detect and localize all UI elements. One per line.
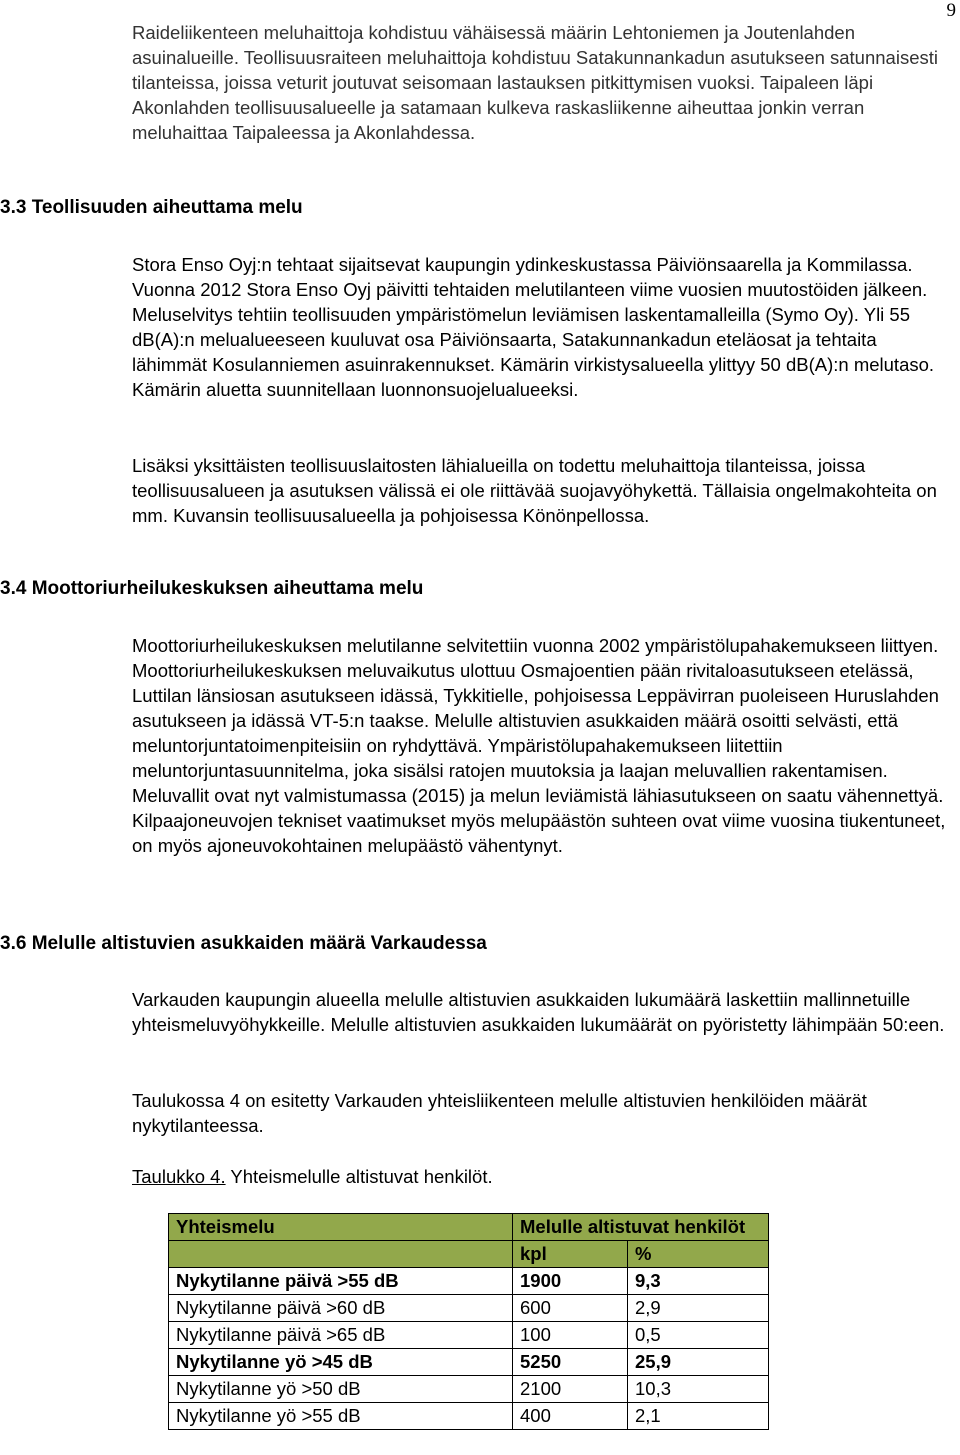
intro-paragraph [132,20,956,145]
row-count-cell: 600 [513,1295,628,1322]
row-label-cell: Nykytilanne päivä >60 dB [169,1295,513,1322]
row-label-cell: Nykytilanne päivä >65 dB [169,1322,513,1349]
row-percent-cell: 0,5 [628,1322,769,1349]
header-yhteismelu: Yhteismelu [169,1214,513,1241]
section-3-6-paragraph-1: Varkauden kaupungin alueella melulle altistuvien asukkaiden lukumäärä laskettiin mallinnetuille yhteismeluvyöhykkeille. Melulle altistuvien asukkaiden lukumäärät on pyöristetty lähimpään 50:een. [132,989,945,1035]
table-header-row [169,1214,769,1241]
row-label-cell: Nykytilanne yö >45 dB [169,1349,513,1376]
row-count-cell: 5250 [513,1349,628,1376]
row-percent-cell: 9,3 [628,1268,769,1295]
intro-text-2: Taipaleen läpi Akonlahden teollisuusalueelle ja satamaan kulkeva raskasliikenne aiheuttaa jonkin verran meluhaittaa Taipaleessa ja Akonlahdessa. [132,72,874,143]
row-percent-cell: 25,9 [628,1349,769,1376]
row-percent-cell: 10,3 [628,1376,769,1403]
table-row [169,1322,769,1349]
row-label-cell: Nykytilanne yö >50 dB [169,1376,513,1403]
exposure-table [168,1213,769,1430]
row-percent-cell: 2,1 [628,1403,769,1430]
table-caption-label: Taulukko 4. [132,1166,226,1187]
table-row [169,1268,769,1295]
row-count-cell: 100 [513,1322,628,1349]
row-count-cell: 2100 [513,1376,628,1403]
table-unit-row [169,1241,769,1268]
header-empty-cell [169,1241,513,1268]
row-label-cell: Nykytilanne päivä >55 dB [169,1268,513,1295]
intro-text-1: Raideliikenteen meluhaittoja kohdistuu vähäisessä määrin Lehtoniemen ja Joutenlahden asuinalueille. Teollisuusraiteen meluhaittoja kohdistuu Satakunnankadun asutukseen satunnaisesti tilanteissa, joissa veturit joutuvat seisomaan lastauksen pitkittymisen vuoksi. [132,22,938,93]
section-3-6-paragraph-2: Taulukossa 4 on esitetty Varkauden yhteisliikenteen melulle altistuvien henkilöiden määrät nykytilanteessa. [132,1090,867,1136]
row-count-cell: 1900 [513,1268,628,1295]
row-percent-cell: 2,9 [628,1295,769,1322]
table-caption-text: Yhteismelulle altistuvat henkilöt. [225,1166,493,1187]
table-body [169,1268,769,1430]
table-row [169,1403,769,1430]
section-heading-3-3: 3.3 Teollisuuden aiheuttama melu [0,197,303,218]
header-exposed-persons: Melulle altistuvat henkilöt [513,1214,769,1241]
section-heading-3-6: 3.6 Melulle altistuvien asukkaiden määrä Varkaudessa [0,933,487,954]
section-heading-3-4: 3.4 Moottoriurheilukeskuksen aiheuttama melu [0,578,424,599]
section-3-4-paragraph-1: Moottoriurheilukeskuksen melutilanne selvitettiin vuonna 2002 ympäristölupahakemukseen liittyen. Moottoriurheilukeskuksen meluvaikutus ulottuu Osmajoentien pään rivitaloasutukseen etelässä, Luttilan länsiosan asutukseen idässä, Tykkitielle, pohjoisessa Leppävirran puoleiseen Huruslahden asutukseen ja idässä VT-5:n taakse. Melulle altistuvien asukkaiden määrä osoitti selvästi, että meluntorjuntatoimenpiteisiin on ryhdyttävä. Ympäristölupahakemukseen liitettiin meluntorjuntasuunnitelma, joka sisälsi ratojen muutoksia ja laajan meluvallien rakentamisen. Meluvallit ovat nyt valmistumassa (2015) ja melun leviämistä lähiasutukseen on saatu vähennettyä. Kilpaajoneuvojen tekniset vaatimukset myös melupäästön suhteen ovat viime vuosina tiukentuneet, on myös ajoneuvokohtainen melupäästö vähentynyt. [132,635,946,856]
row-label-cell: Nykytilanne yö >55 dB [169,1403,513,1430]
header-unit-percent: % [628,1241,769,1268]
section-3-3-paragraph-1: Stora Enso Oyj:n tehtaat sijaitsevat kaupungin ydinkeskustassa Päiviönsaarella ja Kommilassa. Vuonna 2012 Stora Enso Oyj päivitti tehtaiden melutilanteen viime vuosien muutostöiden jälkeen. Meluselvitys tehtiin teollisuuden ympäristömelun leviämisen laskentamalleilla (Symo Oy). Yli 55 dB(A):n melualueeseen kuuluvat osa Päiviönsaarta, Satakunnankadun eteläosat ja tehtaita lähimmät Kosulanniemen asuinrakennukset. Kämärin virkistysalueella ylittyy 50 dB(A):n melutaso. Kämärin aluetta suunnitellaan luonnonsuojelualueeksi. [132,254,935,400]
table-row [169,1295,769,1322]
section-3-3-paragraph-2: Lisäksi yksittäisten teollisuuslaitosten lähialueilla on todettu meluhaittoja tilanteissa, joissa teollisuusalueen ja asutuksen välissä ei ole riittävää suojavyöhykettä. Tällaisia ongelmakohteita on mm. Kuvansin teollisuusalueella ja pohjoisessa Könönpellossa. [132,455,937,526]
page-number: 9 [946,0,956,21]
table-caption [132,1164,493,1189]
table-row [169,1349,769,1376]
row-count-cell: 400 [513,1403,628,1430]
header-unit-kpl: kpl [513,1241,628,1268]
table-row [169,1376,769,1403]
